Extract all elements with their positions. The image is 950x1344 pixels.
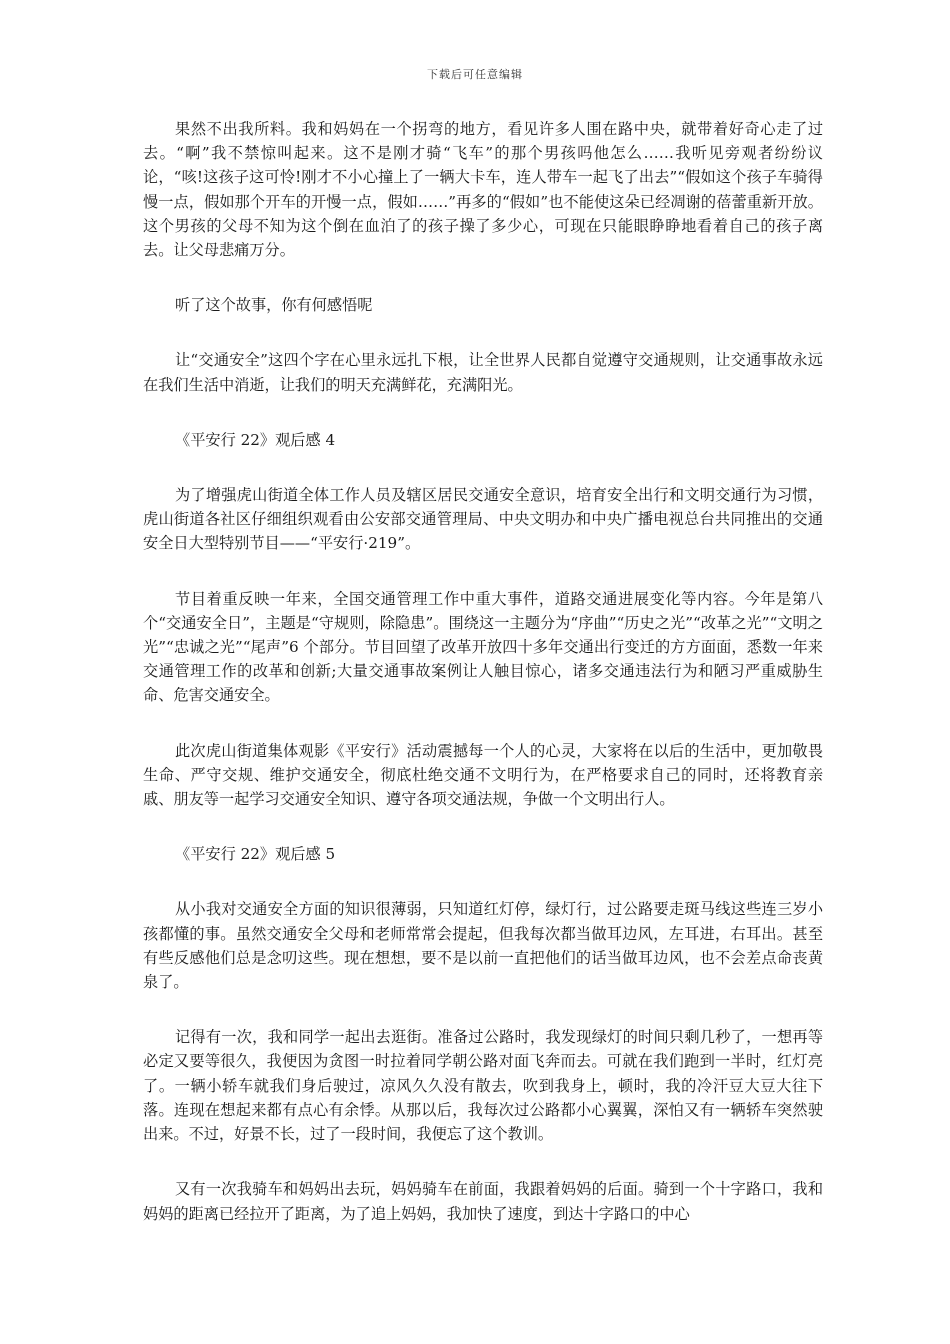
section-heading: 《平安行 22》观后感 5 — [175, 845, 336, 864]
section-heading: 《平安行 22》观后感 4 — [175, 430, 336, 449]
paragraph: 果然不出我所料。我和妈妈在一个拐弯的地方，看见许多人围在路中央，就带着好奇心走了过去。“啊”我不禁惊叫起来。这不是刚才骑“飞车”的那个男孩吗他怎么……我听见旁观者纷纷议论，“咳!这孩子这可怜!刚才不小心撞上了一辆大卡车，连人带车一起飞了出去”“假如这个孩子车骑得慢一点，假如那个开车的开慢一点，假如……”再多的“假如”也不能使这朵已经凋谢的蓓蕾重新开放。这个男孩的父母不知为这个倒在血泊了的孩子操了多少心，可现在只能眼睁睁地看着自己的孩子离去。让父母悲痛万分。 — [143, 120, 823, 260]
paragraph: 节目着重反映一年来，全国交通管理工作中重大事件，道路交通进展变化等内容。今年是第八个“交通安全日”，主题是“守规则，除隐患”。围绕这一主题分为“序曲”“历史之光”“改革之光”“文明之光”“忠诚之光”“尾声”6 个部分。节目回望了改革开放四十多年交通出行变迁的方方面面，悉数一年来交通管理工作的改革和创新;大量交通事故案例让人触目惊心，诸多交通违法行为和陋习严重威胁生命、危害交通安全。 — [143, 589, 823, 705]
paragraph: 听了这个故事，你有何感悟呢 — [175, 296, 373, 315]
document-body — [143, 117, 823, 1257]
paragraph: 为了增强虎山街道全体工作人员及辖区居民交通安全意识，培育安全出行和文明交通行为习惯，虎山街道各社区仔细组织观看由公安部交通管理局、中央文明办和中央广播电视总台共同推出的交通安全日大型特别节目——“平安行·219”。 — [143, 486, 823, 553]
paragraph: 让“交通安全”这四个字在心里永远扎下根，让全世界人民都自觉遵守交通规则，让交通事故永远在我们生活中消逝，让我们的明天充满鲜花，充满阳光。 — [143, 351, 823, 394]
paragraph: 从小我对交通安全方面的知识很薄弱，只知道红灯停，绿灯行，过公路要走斑马线这些连三岁小孩都懂的事。虽然交通安全父母和老师常常会提起，但我每次都当做耳边风，左耳进，右耳出。甚至有些反感他们总是念叨这些。现在想想，要不是以前一直把他们的话当做耳边风，也不会差点命丧黄泉了。 — [143, 900, 823, 992]
paragraph: 又有一次我骑车和妈妈出去玩，妈妈骑车在前面，我跟着妈妈的后面。骑到一个十字路口，我和妈妈的距离已经拉开了距离，为了追上妈妈，我加快了速度，到达十字路口的中心 — [143, 1180, 823, 1223]
page-header: 下载后可任意编辑 — [427, 68, 523, 81]
paragraph: 此次虎山街道集体观影《平安行》活动震撼每一个人的心灵，大家将在以后的生活中，更加敬畏生命、严守交规、维护交通安全，彻底杜绝交通不文明行为，在严格要求自己的同时，还将教育亲戚、朋友等一起学习交通安全知识、遵守各项交通法规，争做一个文明出行人。 — [143, 741, 823, 809]
paragraph: 记得有一次，我和同学一起出去逛街。准备过公路时，我发现绿灯的时间只剩几秒了，一想再等必定又要等很久，我便因为贪图一时拉着同学朝公路对面飞奔而去。可就在我们跑到一半时，红灯亮了。一辆小轿车就我们身后驶过，凉风久久没有散去，吹到我身上，顿时，我的冷汗豆大豆大往下落。连现在想起来都有点心有余悸。从那以后，我每次过公路都小心翼翼，深怕又有一辆轿车突然驶出来。不过，好景不长，过了一段时间，我便忘了这个教训。 — [143, 1028, 823, 1144]
